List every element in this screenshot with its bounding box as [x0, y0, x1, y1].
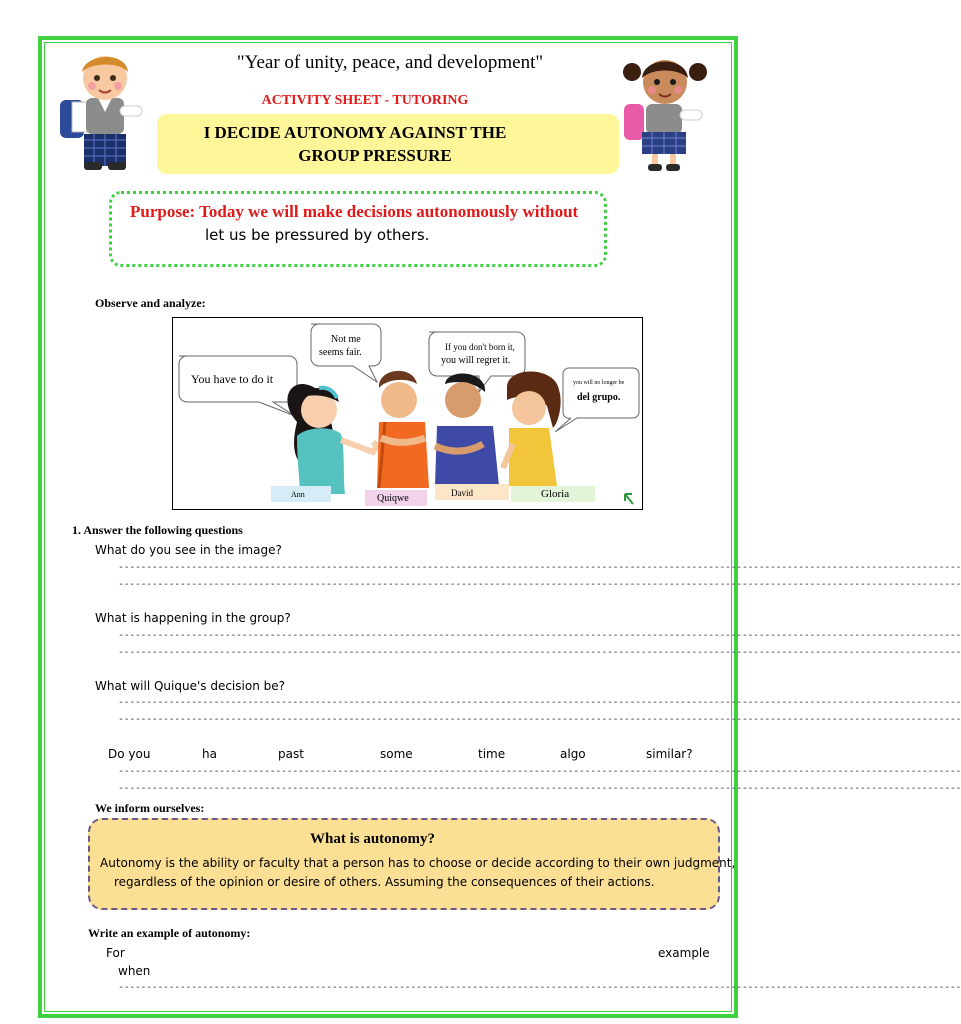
question-1	[95, 543, 282, 557]
scene-image	[172, 317, 643, 510]
bubble-gloria-1: you will no longer be	[573, 380, 625, 386]
bubble-david-2: you will regret it.	[441, 355, 511, 366]
example-label	[88, 926, 250, 941]
bubble-david-1: If you don't born it,	[445, 342, 515, 352]
girl-illustration	[620, 54, 712, 176]
bubble-quique-2: seems fair.	[319, 347, 362, 358]
name-tag-david: David	[451, 488, 473, 498]
question-4-word: ha	[202, 747, 217, 761]
answer-line[interactable]: ------------------------------------------------------------------------------------------------------------------------------------------------------	[118, 562, 961, 573]
name-tag-ann: Ann	[291, 490, 305, 499]
activity-subtitle: ACTIVITY SHEET - TUTORING	[261, 93, 469, 108]
question-3	[95, 679, 285, 693]
name-tag-gloria: Gloria	[541, 488, 570, 500]
inform-label: We inform ourselves:	[95, 801, 205, 815]
boy-illustration	[58, 50, 154, 174]
question-4-word: time	[478, 747, 506, 761]
motto: "Year of unity, peace, and development"	[236, 52, 544, 73]
autonomy-text-line-1: Autonomy is the ability or faculty that a person has to choose or decide according to their own judgment,	[100, 856, 736, 870]
question-4-word: algo	[560, 747, 586, 761]
question-4-word: some	[380, 747, 413, 761]
bubble-ann: You have to do it	[191, 372, 274, 386]
answer-line[interactable]: ------------------------------------------------------------------------------------------------------------------------------------------------------	[118, 697, 961, 708]
answer-line[interactable]: ------------------------------------------------------------------------------------------------------------------------------------------------------	[118, 647, 961, 658]
example-for	[106, 946, 125, 960]
title-line-2: GROUP PRESSURE	[298, 146, 452, 165]
purpose-line-1: Purpose: Today we will make decisions autonomously without	[130, 202, 579, 221]
questions-heading: 1. Answer the following questions	[72, 523, 243, 537]
answer-line[interactable]: ------------------------------------------------------------------------------------------------------------------------------------------------------	[118, 714, 961, 725]
question-1-text: What do you see in the image?	[95, 543, 282, 557]
example-when: when	[118, 964, 151, 978]
question-2	[95, 611, 291, 625]
question-2-text: What is happening in the group?	[95, 611, 291, 625]
name-tag-quique: Quiqwe	[377, 493, 409, 504]
answer-line[interactable]: ------------------------------------------------------------------------------------------------------------------------------------------------------	[118, 630, 961, 641]
answer-line[interactable]: ------------------------------------------------------------------------------------------------------------------------------------------------------	[118, 783, 961, 794]
purpose-line-2: let us be pressured by others.	[205, 226, 430, 244]
autonomy-text-line-2: regardless of the opinion or desire of others. Assuming the consequences of their actions.	[114, 875, 655, 889]
bubble-gloria-2: del grupo.	[577, 392, 621, 403]
autonomy-title: What is autonomy?	[310, 831, 436, 847]
answer-line[interactable]: ------------------------------------------------------------------------------------------------------------------------------------------------------	[118, 982, 961, 993]
example-word: example	[658, 946, 710, 960]
scene-illustration	[173, 318, 641, 508]
autonomy-text	[100, 854, 740, 891]
question-4-word: similar?	[646, 747, 693, 761]
example-label-text: Write an example of autonomy:	[88, 926, 251, 940]
question-4-word: Do you	[108, 747, 151, 761]
question-3-text: What will Quique's decision be?	[95, 679, 285, 693]
answer-line[interactable]: ------------------------------------------------------------------------------------------------------------------------------------------------------	[118, 579, 961, 590]
example-for-text: For	[106, 946, 125, 960]
bubble-quique-1: Not me	[331, 334, 361, 345]
answer-line[interactable]: ------------------------------------------------------------------------------------------------------------------------------------------------------	[118, 766, 961, 777]
observe-label: Observe and analyze:	[95, 296, 206, 310]
question-4-word: past	[278, 747, 304, 761]
title-line-1: I DECIDE AUTONOMY AGAINST THE	[203, 123, 507, 142]
